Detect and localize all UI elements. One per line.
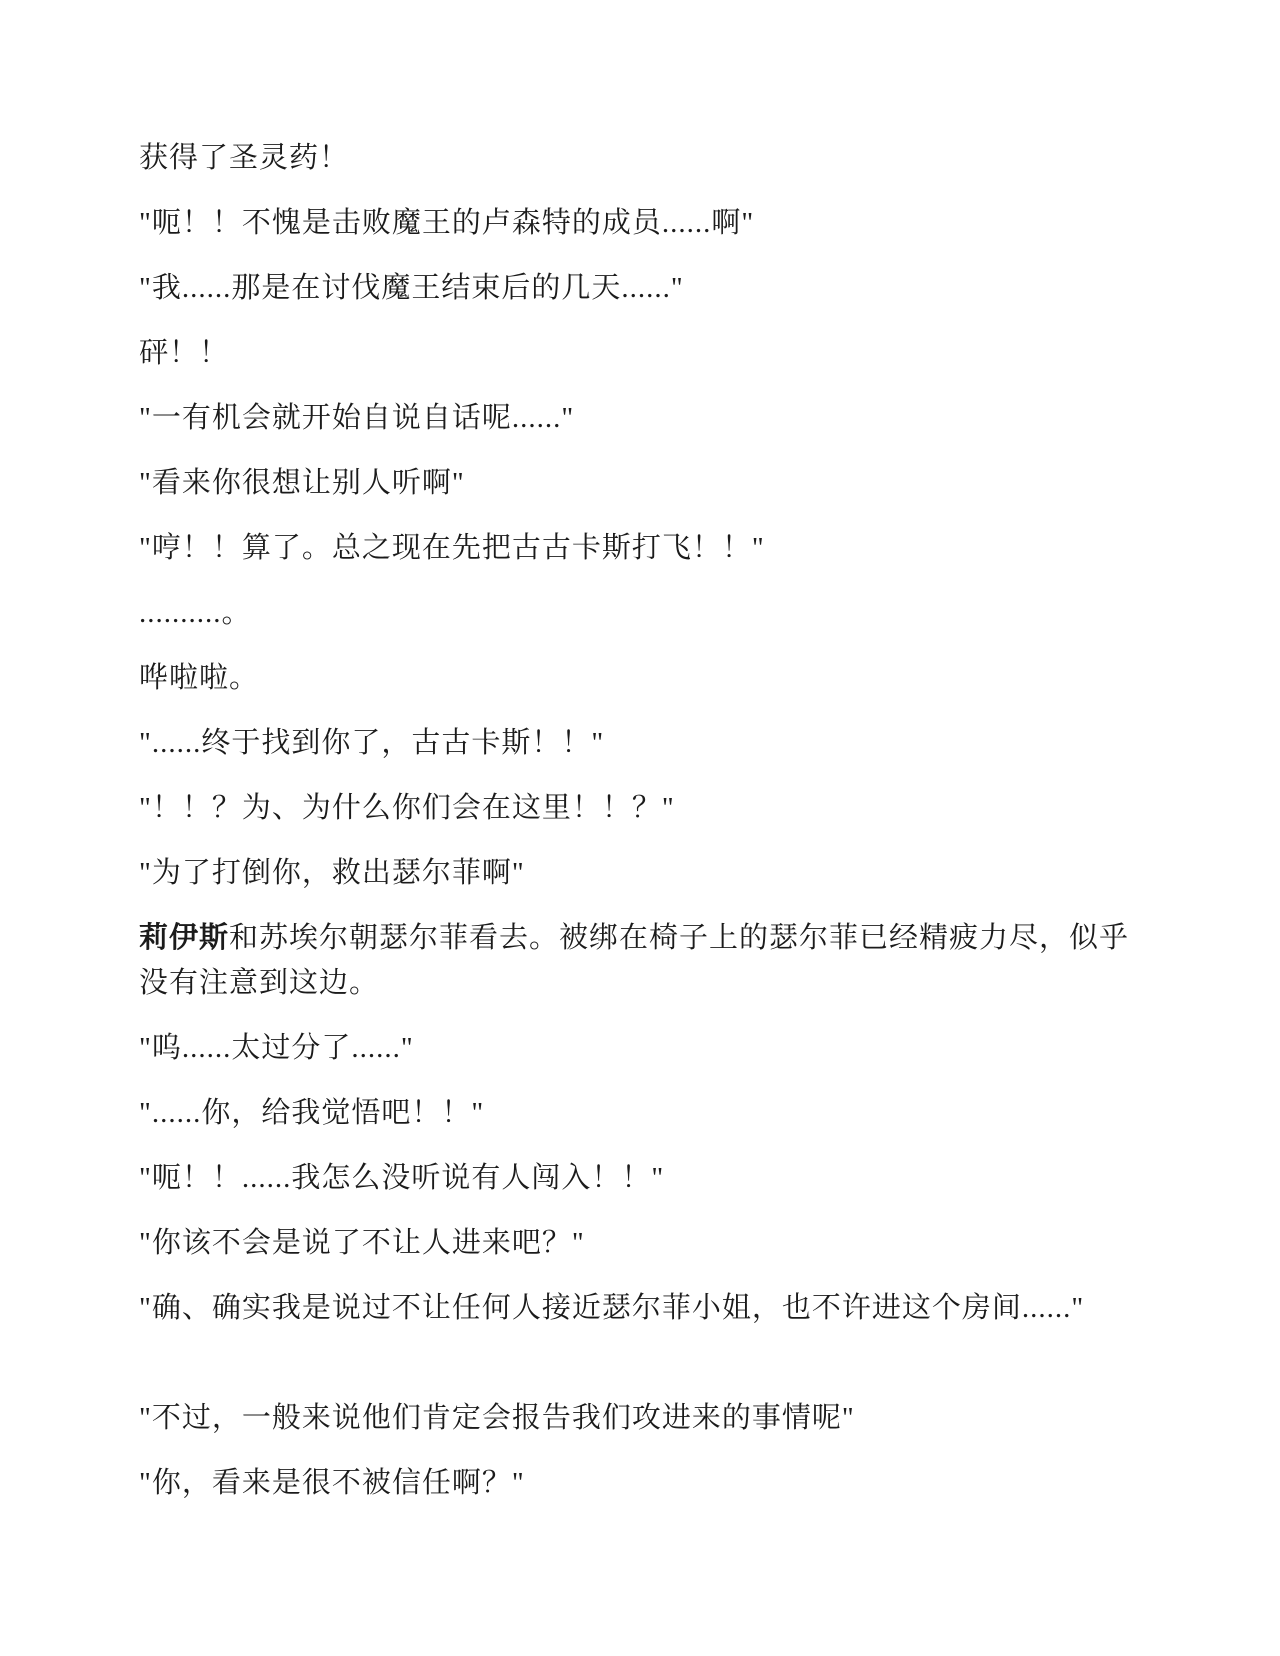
paragraph-dialogue-14: "不过，一般来说他们肯定会报告我们攻进来的事情呢": [139, 1402, 855, 1434]
paragraph-sfx-rustle: 哗啦啦。: [139, 662, 260, 694]
paragraph-narration: [139, 916, 1144, 1006]
paragraph-dialogue-9: "呜......太过分了......": [139, 1032, 414, 1064]
narration-text: 和苏埃尔朝瑟尔菲看去。被绑在椅子上的瑟尔菲已经精疲力尽，似乎没有注意到这边。: [139, 922, 1130, 999]
paragraph-dialogue-6: "......终于找到你了，古古卡斯！！": [139, 727, 605, 759]
paragraph-dialogue-12: "你该不会是说了不让人进来吧？": [139, 1227, 585, 1259]
paragraph-dialogue-11: "呃！！......我怎么没听说有人闯入！！": [139, 1162, 665, 1194]
paragraph-dialogue-10: "......你，给我觉悟吧！！": [139, 1097, 485, 1129]
paragraph-dialogue-2: "我......那是在讨伐魔王结束后的几天......": [139, 272, 684, 304]
paragraph-dialogue-13: "确、确实我是说过不让任何人接近瑟尔菲小姐，也不许进这个房间......": [139, 1292, 1085, 1324]
character-name-bold: 莉伊斯: [139, 922, 230, 954]
paragraph-dialogue-7: "！！？为、为什么你们会在这里！！？": [139, 792, 675, 824]
paragraph-dialogue-8: "为了打倒你，救出瑟尔菲啊": [139, 857, 525, 889]
paragraph-sfx-bang: 砰！！: [139, 337, 230, 369]
paragraph-dialogue-3: "一有机会就开始自说自话呢......": [139, 402, 575, 434]
paragraph-item-acquired: 获得了圣灵药！: [139, 142, 350, 174]
paragraph-dialogue-15: "你，看来是很不被信任啊？": [139, 1467, 525, 1499]
paragraph-dialogue-4: "看来你很想让别人听啊": [139, 467, 465, 499]
paragraph-dialogue-1: "呃！！不愧是击败魔王的卢森特的成员......啊": [139, 207, 755, 239]
paragraph-ellipsis: ..........。: [139, 597, 252, 629]
paragraph-dialogue-5: "哼！！算了。总之现在先把古古卡斯打飞！！": [139, 532, 765, 564]
